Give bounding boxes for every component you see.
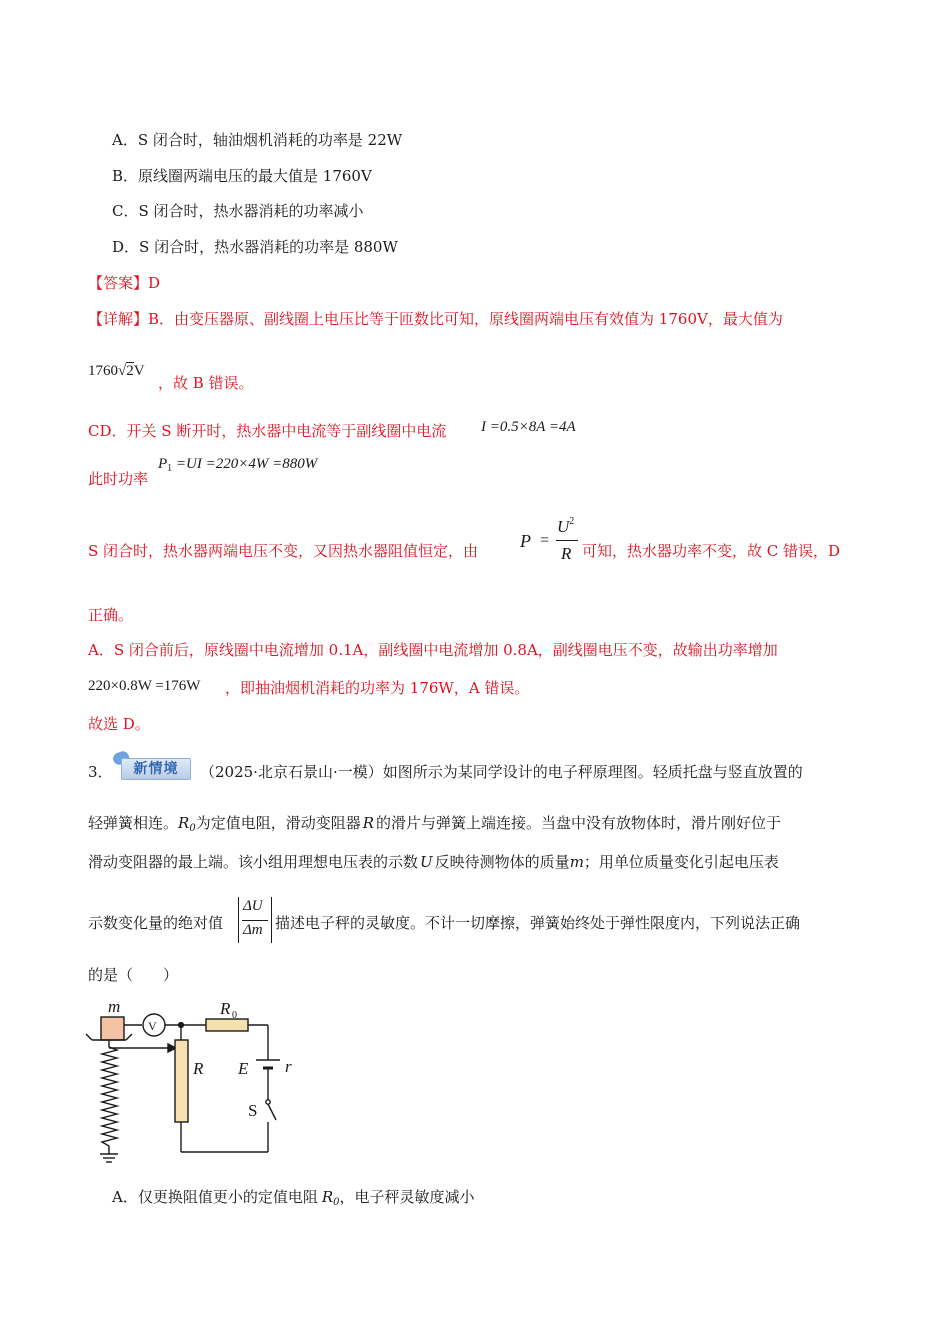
- option-a-prev: [112, 130, 402, 150]
- question-line-2: [88, 813, 781, 839]
- q3-option-a: [112, 1187, 475, 1213]
- detail-b-tail: [158, 373, 254, 393]
- resistor-r: [175, 1040, 188, 1122]
- text-segment: 为定值电阻，滑动变阻器: [195, 814, 361, 832]
- detail-b-math-line: [88, 360, 145, 381]
- fraction-bar: [556, 540, 578, 541]
- label-r: R: [193, 1059, 204, 1078]
- text-segment: 示数变化量的绝对值: [88, 914, 224, 932]
- label-v: V: [148, 1019, 157, 1033]
- detail-label: 【详解】: [88, 310, 149, 328]
- circuit-diagram: [82, 992, 302, 1170]
- detail-s-line: [88, 541, 478, 561]
- power-subscript: 1: [167, 463, 173, 474]
- math-number: 1760: [88, 363, 118, 379]
- new-context-badge: [113, 752, 193, 782]
- detail-s-tail-text: 可知，热水器功率不变，故 C 错误，D: [582, 542, 841, 560]
- current-formula: I =0.5×8A =4A: [481, 419, 576, 435]
- option-text: ，电子秤灵敏度减小: [339, 1188, 475, 1206]
- abs-numerator: ΔU: [243, 898, 263, 914]
- power-symbol: P: [158, 456, 168, 472]
- symbol-r0-sub: 0: [189, 823, 196, 834]
- detail-cd-line: [88, 421, 446, 441]
- label-e: E: [238, 1059, 249, 1078]
- abs-denominator: Δm: [243, 922, 263, 938]
- tray-edge-left: [86, 1034, 92, 1040]
- power-increase-formula: 220×0.8W =176W: [88, 678, 201, 694]
- answer-label: 【答案】: [88, 274, 149, 292]
- symbol-r0: R: [321, 1188, 334, 1206]
- text-segment: 滑动变阻器的最上端。该小组用理想电压表的示数: [88, 853, 419, 871]
- power-formula: =UI =220×4W =880W: [172, 456, 318, 472]
- question-line-1: [200, 762, 803, 782]
- question-number-text: 3．: [88, 763, 113, 781]
- detail-a-tail: [225, 678, 529, 698]
- question-line-3: [88, 852, 779, 872]
- answer-line: [88, 273, 160, 293]
- option-c-prev: [112, 201, 364, 221]
- question-line-4a: [88, 913, 223, 933]
- power-label-text: 此时功率: [88, 470, 149, 488]
- formula-exponent: 2: [569, 516, 575, 527]
- detail-s-tail2: [88, 605, 133, 625]
- detail-a-math: [88, 676, 200, 696]
- option-letter: A．: [112, 131, 138, 149]
- question-number: [88, 762, 113, 782]
- symbol-r0-sub: 0: [333, 1197, 340, 1208]
- formula-u: U: [557, 517, 570, 536]
- resistor-r0: [206, 1019, 248, 1031]
- detail-a-line: [88, 640, 778, 660]
- option-letter: D．: [112, 238, 140, 256]
- detail-cd-text: CD．开关 S 断开时，热水器中电流等于副线圈中电流: [88, 422, 447, 440]
- abs-bar-right: [271, 897, 272, 943]
- text-segment: 轻弹簧相连。: [88, 814, 179, 832]
- switch-pivot: [266, 1100, 270, 1104]
- text-segment: 的是（ ）: [88, 966, 179, 984]
- question-line-5: [88, 965, 178, 985]
- sqrt-radicand: 2: [126, 363, 134, 379]
- text-segment: 反映待测物体的质量: [434, 853, 570, 871]
- option-text: S 闭合时，热水器消耗的功率减小: [138, 202, 364, 220]
- spring: [102, 1040, 117, 1154]
- detail-s-tail: [582, 541, 840, 561]
- abs-fraction-bar: [242, 920, 268, 921]
- label-s: S: [248, 1101, 258, 1120]
- option-text: 仅更换阻值更小的定值电阻: [137, 1188, 318, 1206]
- detail-s-text: S 闭合时，热水器两端电压不变，又因热水器阻值恒定，由: [88, 542, 479, 560]
- option-text: S 闭合时，热水器消耗的功率是 880W: [139, 238, 398, 256]
- detail-b-tail-text: ，故 B 错误。: [158, 374, 254, 392]
- text-segment: 描述电子秤的灵敏度。不计一切摩擦，弹簧始终处于弹性限度内，下列说法正确: [275, 914, 801, 932]
- label-r0: R: [220, 999, 231, 1018]
- conclusion-text: 故选 D。: [88, 715, 150, 733]
- option-d-prev: [112, 237, 398, 257]
- label-internal-r: r: [285, 1057, 292, 1076]
- formula-denominator: R: [561, 544, 572, 563]
- detail-s-tail2-text: 正确。: [88, 606, 134, 624]
- option-text: 原线圈两端电压的最大值是 1760V: [138, 167, 372, 185]
- formula-p: P: [520, 531, 531, 551]
- badge-label: 新情境: [121, 758, 191, 780]
- math-unit: V: [133, 363, 145, 379]
- question-text-1: （2025·北京石景山·一模）如图所示为某同学设计的电子秤原理图。轻质托盘与竖直放置的: [200, 763, 803, 781]
- symbol-r0: R: [178, 814, 190, 832]
- detail-b-text: B．由变压器原、副线圈上电压比等于匝数比可知，原线圈两端电压有效值为 1760V，最大值为: [148, 310, 783, 328]
- option-letter: A．: [112, 1188, 138, 1206]
- symbol-r: R: [362, 814, 374, 832]
- label-m: m: [108, 997, 121, 1016]
- detail-a-tail-text: ，即抽油烟机消耗的功率为 176W，A 错误。: [225, 679, 530, 697]
- power-math: [158, 454, 317, 479]
- text-segment: 的滑片与弹簧上端连接。当盘中没有放物体时，滑片刚好位于: [376, 814, 782, 832]
- detail-cd-math: [481, 417, 576, 437]
- answer-value: D: [148, 274, 161, 292]
- text-segment: ；用单位质量变化引起电压表: [583, 853, 779, 871]
- tray-edge-right: [126, 1034, 132, 1040]
- question-line-4b: [275, 913, 800, 933]
- option-letter: B．: [112, 167, 139, 185]
- detail-a-text: A．S 闭合前后，原线圈中电流增加 0.1A，副线圈中电流增加 0.8A，副线圈电压不变，故输出功率增加: [88, 641, 778, 659]
- sqrt-sign: √2: [118, 363, 134, 379]
- label-r0-sub: 0: [232, 1010, 237, 1021]
- formula-numerator: [557, 516, 574, 537]
- mass-block: [101, 1017, 124, 1040]
- option-letter: C．: [112, 202, 139, 220]
- formula-eq: =: [540, 532, 550, 549]
- switch-blade: [268, 1104, 276, 1120]
- conclusion: [88, 714, 150, 734]
- abs-bar-left: [238, 897, 239, 943]
- symbol-m: m: [569, 853, 584, 871]
- detail-b-line: [88, 309, 783, 329]
- power-label: [88, 469, 148, 489]
- option-text: S 闭合时，轴油烟机消耗的功率是 22W: [137, 131, 403, 149]
- option-b-prev: [112, 166, 372, 186]
- symbol-u: U: [420, 853, 433, 871]
